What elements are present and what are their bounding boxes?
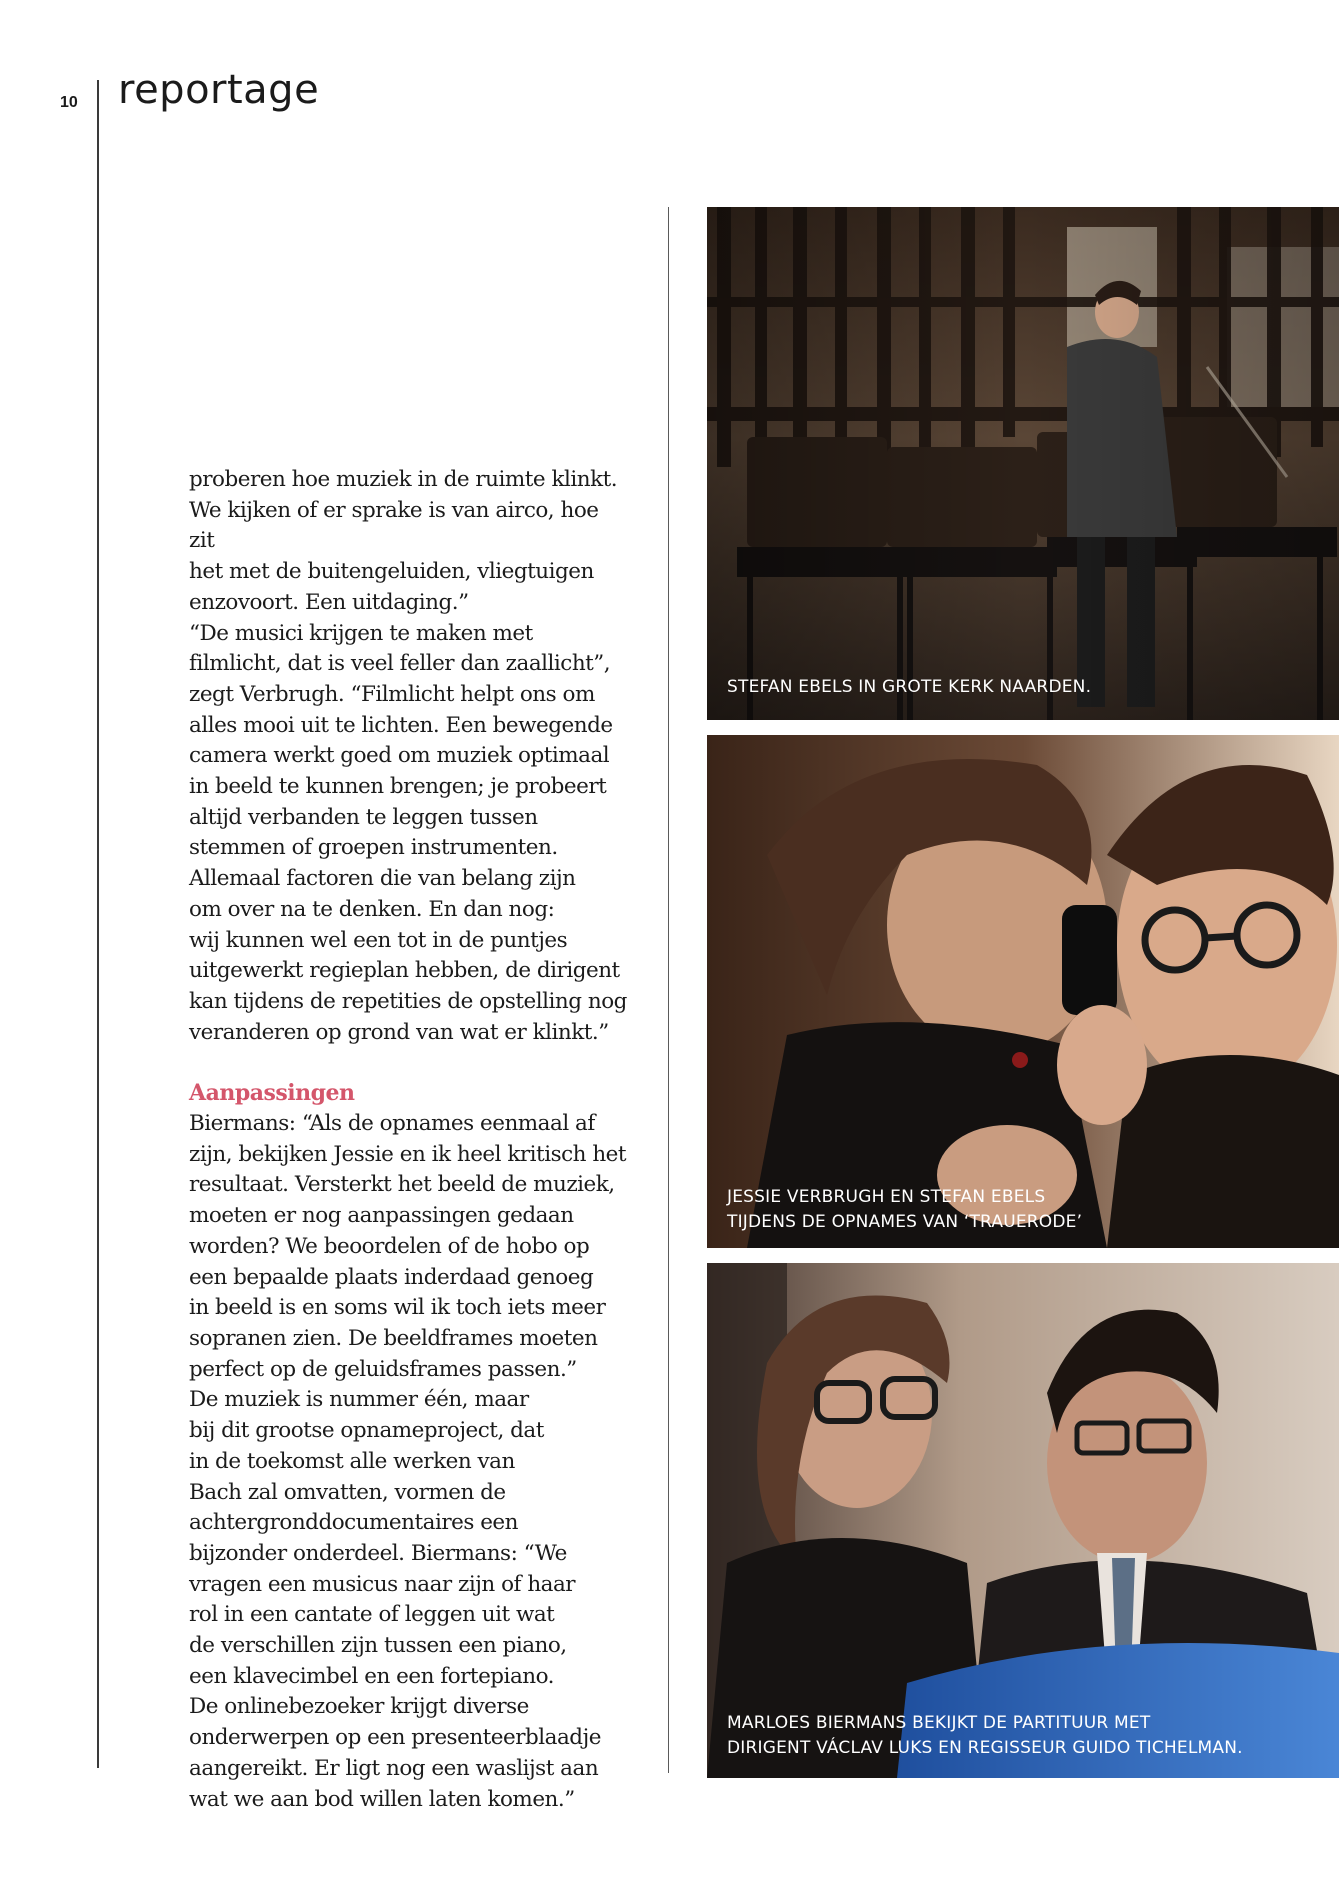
article-line: wij kunnen wel een tot in de puntjes bbox=[189, 927, 568, 953]
score-photo-image bbox=[707, 1263, 1339, 1778]
article-line: in de toekomst alle werken van bbox=[189, 1448, 515, 1474]
article-line: achtergronddocumentaires een bbox=[189, 1510, 518, 1536]
article-subheading: Aanpassingen bbox=[189, 1080, 355, 1107]
article-line: filmlicht, dat is veel feller dan zaallicht”, bbox=[189, 651, 611, 677]
left-margin-rule bbox=[97, 80, 99, 1768]
article-line: om over na te denken. En dan nog: bbox=[189, 896, 555, 922]
article-line: zegt Verbrugh. “Filmlicht helpt ons om bbox=[189, 681, 595, 707]
article-line: rol in een cantate of leggen uit wat bbox=[189, 1602, 555, 1628]
article-line: wat we aan bod willen laten komen.” bbox=[189, 1786, 575, 1812]
church-photo-image bbox=[707, 207, 1339, 720]
caption-line: STEFAN EBELS IN GROTE KERK NAARDEN. bbox=[727, 677, 1092, 697]
section-label: reportage bbox=[118, 67, 320, 113]
article-line: alles mooi uit te lichten. Een bewegende bbox=[189, 712, 613, 738]
article-line: De onlinebezoeker krijgt diverse bbox=[189, 1694, 529, 1720]
article-line: uitgewerkt regieplan hebben, de dirigent bbox=[189, 958, 620, 984]
article-line: Allemaal factoren die van belang zijn bbox=[189, 866, 576, 892]
caption-line: JESSIE VERBRUGH EN STEFAN EBELS bbox=[727, 1187, 1046, 1207]
article-line: bij dit grootse opnameproject, dat bbox=[189, 1418, 544, 1444]
article-line: stemmen of groepen instrumenten. bbox=[189, 835, 558, 861]
photo-church-interior bbox=[707, 207, 1339, 720]
article-line: altijd verbanden te leggen tussen bbox=[189, 804, 538, 830]
article-line: het met de buitengeluiden, vliegtuigen bbox=[189, 559, 594, 585]
photo-caption bbox=[727, 1711, 1243, 1761]
article-line: een bepaalde plaats inderdaad genoeg bbox=[189, 1264, 594, 1290]
article-line: zijn, bekijken Jessie en ik heel kritisch het bbox=[189, 1141, 627, 1167]
article-line: kan tijdens de repetities de opstelling nog bbox=[189, 988, 627, 1014]
paragraph-gap bbox=[189, 1048, 629, 1078]
caption-line: MARLOES BIERMANS BEKIJKT DE PARTITUUR MET bbox=[727, 1713, 1151, 1733]
article-line: proberen hoe muziek in de ruimte klinkt. bbox=[189, 467, 618, 492]
article-line: camera werkt goed om muziek optimaal bbox=[189, 743, 610, 769]
article-paragraph-block bbox=[189, 465, 629, 1048]
article-line: veranderen op grond van wat er klinkt.” bbox=[189, 1019, 609, 1045]
article-line: bijzonder onderdeel. Biermans: “We bbox=[189, 1540, 567, 1566]
article-line: We kijken of er sprake is van airco, hoe zit bbox=[189, 497, 599, 554]
caption-line: DIRIGENT VÁCLAV LUKS EN REGISSEUR GUIDO TICHELMAN. bbox=[727, 1738, 1243, 1758]
column-divider bbox=[668, 207, 669, 1773]
article-line: Bach zal omvatten, vormen de bbox=[189, 1479, 506, 1505]
article-line: sopranen zien. De beeldframes moeten bbox=[189, 1325, 598, 1351]
recording-photo-image bbox=[707, 735, 1339, 1248]
article-line: perfect op de geluidsframes passen.” bbox=[189, 1356, 577, 1382]
article-line: “De musici krijgen te maken met bbox=[189, 620, 533, 646]
article-line: moeten er nog aanpassingen gedaan bbox=[189, 1203, 574, 1229]
article-line: onderwerpen op een presenteerblaadje bbox=[189, 1725, 601, 1751]
article-line: aangereikt. Er ligt nog een waslijst aan bbox=[189, 1755, 599, 1781]
article-line: de verschillen zijn tussen een piano, bbox=[189, 1633, 567, 1659]
page-number: 10 bbox=[60, 94, 78, 111]
article-line: in beeld te kunnen brengen; je probeert bbox=[189, 774, 607, 800]
photo-caption bbox=[727, 1185, 1082, 1235]
caption-line: TIJDENS DE OPNAMES VAN ‘TRAUERODE’ bbox=[727, 1212, 1083, 1232]
article-line: Biermans: “Als de opnames eenmaal af bbox=[189, 1111, 595, 1137]
article-line: resultaat. Versterkt het beeld de muziek, bbox=[189, 1172, 615, 1198]
article-line: enzovoort. Een uitdaging.” bbox=[189, 589, 469, 615]
photo-recording-session bbox=[707, 735, 1339, 1248]
article-paragraph-block bbox=[189, 1109, 629, 1815]
photo-caption bbox=[727, 675, 1091, 700]
article-line: een klavecimbel en een fortepiano. bbox=[189, 1663, 555, 1689]
article-line: worden? We beoordelen of de hobo op bbox=[189, 1233, 590, 1259]
article-line: in beeld is en soms wil ik toch iets meer bbox=[189, 1295, 606, 1321]
photo-score-review bbox=[707, 1263, 1339, 1778]
article-line: De muziek is nummer één, maar bbox=[189, 1387, 529, 1413]
article-body bbox=[189, 465, 629, 1815]
article-line: vragen een musicus naar zijn of haar bbox=[189, 1571, 576, 1597]
